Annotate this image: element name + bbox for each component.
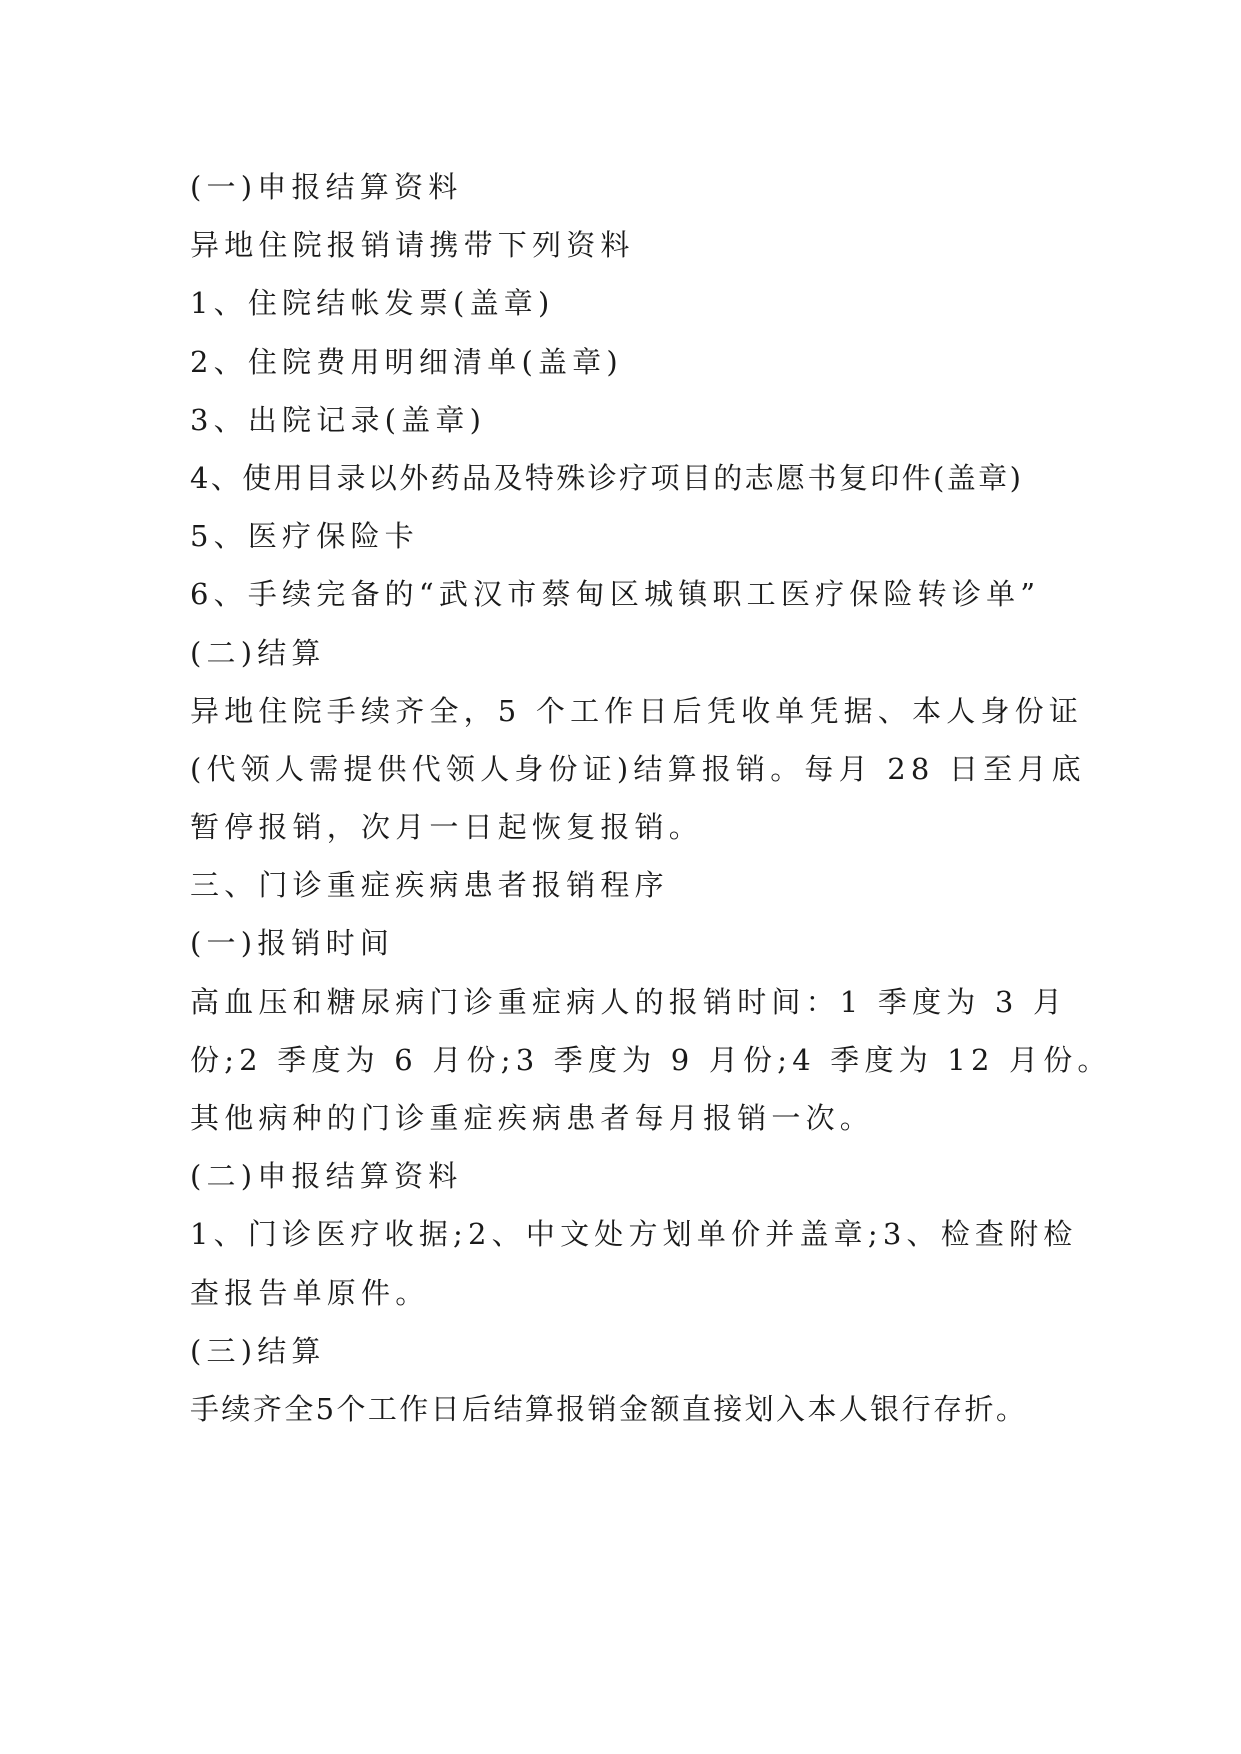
section-heading-reimbursement-time: (一)报销时间 [190,926,395,961]
paragraph-line: 异地住院手续齐全，5 个工作日后凭收单凭据、本人身份证 [190,693,1084,728]
list-item: 3、出院记录(盖章) [190,402,487,437]
section-heading-settlement: (三)结算 [190,1333,326,1368]
chapter-heading-outpatient: 三、门诊重症疾病患者报销程序 [190,868,669,903]
paragraph-line: 查报告单原件。 [190,1275,430,1310]
paragraph-line: 暂停报销，次月一日起恢复报销。 [190,810,704,845]
paragraph-line: 高血压和糖尿病门诊重症病人的报销时间：1 季度为 3 月 [190,984,1068,1019]
paragraph-line: 其他病种的门诊重症疾病患者每月报销一次。 [190,1101,875,1135]
list-item: 5、医疗保险卡 [190,519,419,554]
document-body [190,158,1112,1438]
list-item: 1、住院结帐发票(盖章) [190,286,555,321]
section-heading-settlement: (二)结算 [190,635,326,670]
paragraph-line: 手续齐全5个工作日后结算报销金额直接划入本人银行存折。 [190,1391,1028,1426]
list-item: 2、住院费用明细清单(盖章) [190,344,623,379]
section-heading-declare-materials: (一)申报结算资料 [190,170,463,204]
paragraph-line: (代领人需提供代领人身份证)结算报销。每月 28 日至月底 [190,751,1086,786]
paragraph-line: 1、门诊医疗收据;2、中文处方划单价并盖章;3、检查附检 [190,1217,1078,1252]
section-heading-declare-materials: (二)申报结算资料 [190,1159,463,1194]
paragraph-line: 份;2 季度为 6 月份;3 季度为 9 月份;4 季度为 12 月份。 [190,1042,1112,1077]
list-item: 6、手续完备的“武汉市蔡甸区城镇职工医疗保险转诊单” [190,577,1041,612]
paragraph-line: 异地住院报销请携带下列资料 [190,228,635,263]
list-item: 4、使用目录以外药品及特殊诊疗项目的志愿书复印件(盖章) [190,460,1024,495]
